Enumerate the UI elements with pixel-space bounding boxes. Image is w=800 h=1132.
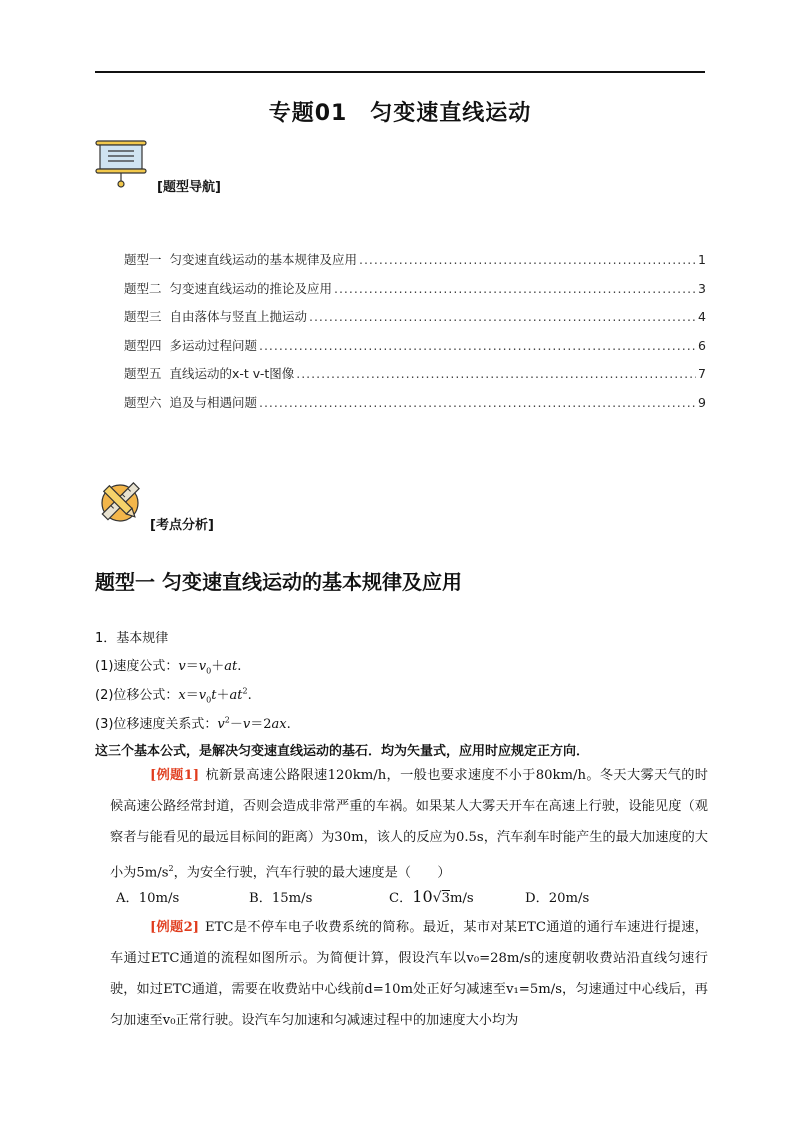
toc-item-page: 1: [698, 252, 706, 267]
toc-item-page: 9: [698, 394, 706, 410]
example-1-tag: [例题1]: [150, 768, 200, 783]
toc-item[interactable]: [124, 364, 706, 393]
toc-item-label: 题型一: [124, 252, 162, 267]
page-title: 专题01 匀变速直线运动: [268, 101, 532, 126]
formula-velocity-label: (1)速度公式：: [95, 659, 179, 674]
option-c-rad: 3: [441, 891, 450, 906]
toc-item-text: 自由落体与竖直上抛运动: [169, 309, 307, 324]
formula-velocity: (1)速度公式：$v=v_0+at$.: [95, 659, 242, 676]
toc-item[interactable]: [124, 336, 706, 365]
toc-item[interactable]: [124, 279, 706, 308]
toc-item-page: 4: [698, 309, 706, 324]
option-a[interactable]: A．10m/s: [116, 891, 180, 906]
formula-velocity-displacement: (3)位移速度关系式：$v^2-v=2ax$.: [95, 715, 291, 732]
example-1-text-end: ，为安全行驶，汽车行驶的最大速度是（ ）: [173, 865, 451, 881]
toc-item-text: 匀变速直线运动的推论及应用: [169, 280, 332, 296]
toc-item[interactable]: [124, 393, 706, 422]
toc-item-page: 6: [698, 337, 706, 353]
table-of-contents: [124, 250, 706, 421]
example-2-text: ETC是不停车电子收费系统的简称。最近，某市对某ETC通道的通行车速进行提速，车通过ETC通道的流程如图所示。为简便计算，假设汽车以v₀=28m/s的速度朝收费站沿直线匀速行驶，如过ETC通道，需要在收费站中心线前d=10m处正好匀减速至v₁=5m/s，匀速通过中心线后，再匀加速至v₀正常行驶。设汽车匀加速和匀减速过程中的加速度大小均为: [110, 920, 708, 1028]
example-2-tag: [例题2]: [150, 920, 199, 935]
toc-item-label: 题型四: [124, 337, 162, 353]
basic-rules-title: 1．基本规律: [95, 631, 169, 646]
option-c[interactable]: C．10√3m/s: [389, 887, 474, 906]
toc-item-page: 7: [698, 366, 706, 381]
option-c-prefix: C．: [389, 891, 413, 906]
toc-item[interactable]: [124, 307, 706, 336]
example-1-text: 杭新景高速公路限速120km/h，一般也要求速度不小于80km/h。冬天大雾天气的时候高速公路经常封道，否则会造成非常严重的车祸。如果某人大雾天开车在高速上行驶，设能见度（观察者与能看见的最远目标间的距离）为30m，该人的反应为0.5s，汽车刹车时能产生的最大加速度的大小为5m/s: [110, 768, 708, 881]
option-d[interactable]: D．20m/s: [525, 891, 590, 906]
toc-item-label: 题型二: [124, 280, 162, 296]
formula-vd-label: (3)位移速度关系式：: [95, 717, 218, 732]
toc-item-text: 追及与相遇问题: [169, 394, 257, 410]
formula-displacement-label: (2)位移公式：: [95, 688, 179, 703]
option-b[interactable]: B．15m/s: [249, 891, 313, 906]
option-c-unit: m/s: [449, 891, 474, 906]
basic-summary: 这三个基本公式，是解决匀变速直线运动的基石．均为矢量式，应用时应规定正方向．: [95, 744, 590, 759]
toc-item-text: 匀变速直线运动的基本规律及应用: [169, 252, 357, 267]
section-heading: 题型一 匀变速直线运动的基本规律及应用: [95, 570, 462, 594]
board-icon: [95, 139, 147, 189]
toc-item-text: 多运动过程问题: [169, 337, 257, 353]
toc-item[interactable]: [124, 250, 706, 279]
example-2: [110, 912, 708, 1036]
header-rule: [95, 71, 705, 73]
example-1: [例题1] 杭新景高速公路限速120km/h，一般也要求速度不小于80km/h。冬天大雾天气的时候高速公路经常封道，否则会造成非常严重的车祸。如果某人大雾天开车在高速上行驶，设能见度（观察者与能看见的最远目标间的距离）为30m，该人的反应为0.5s，汽车刹车时能产生的最大加速度的大小为$5m/s^2$，为安全行驶，汽车行驶的最大速度是（ ）: [110, 768, 708, 881]
toc-item-page: 3: [698, 280, 706, 296]
toc-item-label: 题型五: [124, 366, 162, 381]
toc-item-label: 题型三: [124, 309, 162, 324]
nav-label: [题型导航]: [157, 180, 221, 195]
toc-item-text: 直线运动的x-t v-t图像: [169, 366, 295, 381]
pencil-ruler-icon: [97, 479, 143, 525]
option-c-num: 10: [412, 887, 433, 906]
analysis-label: [考点分析]: [150, 518, 214, 533]
formula-displacement: (2)位移公式：$x=v_0t+at^2$.: [95, 686, 252, 705]
toc-item-label: 题型六: [124, 394, 162, 410]
